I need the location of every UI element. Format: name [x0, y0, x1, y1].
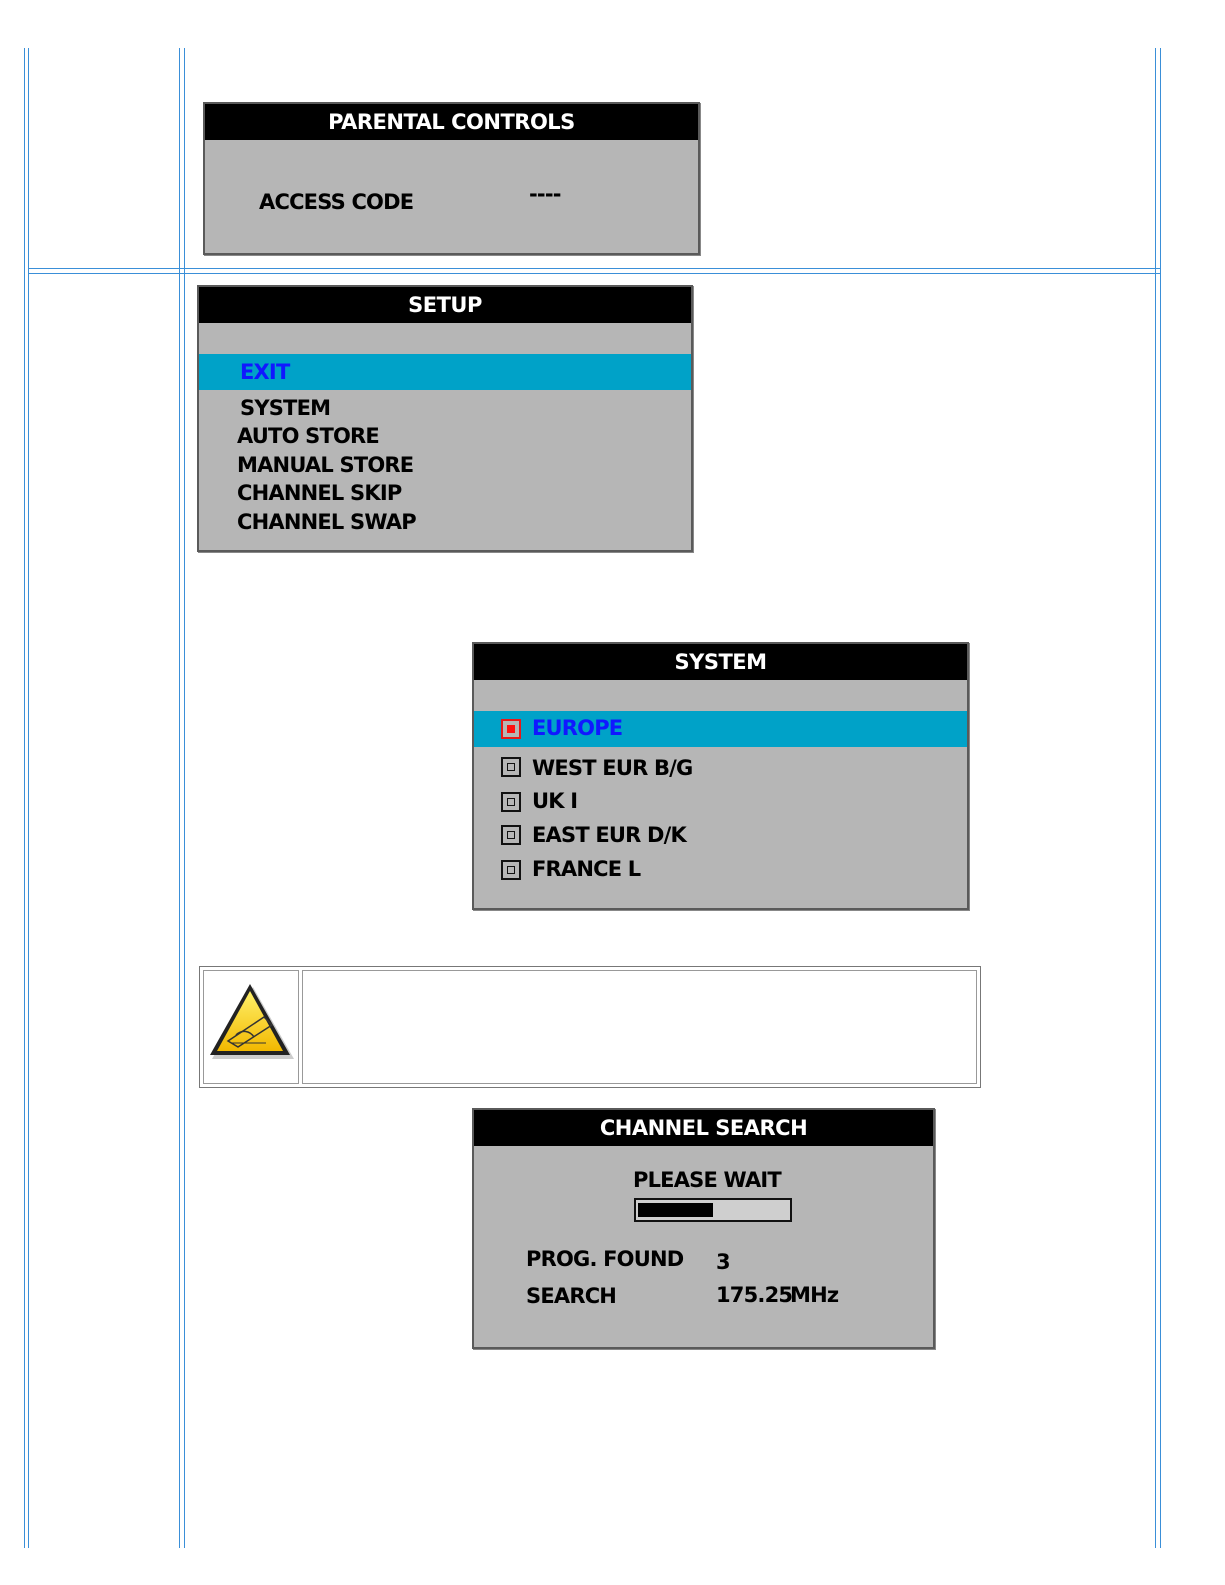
- system-option-west-eur-bg[interactable]: WEST EUR B/G: [532, 756, 693, 780]
- checkbox-france-l[interactable]: [501, 860, 521, 880]
- checkbox-east-eur-dk[interactable]: [501, 825, 521, 845]
- setup-item-channel-swap[interactable]: CHANNEL SWAP: [237, 510, 416, 534]
- setup-item-system[interactable]: SYSTEM: [240, 396, 331, 420]
- note-box: [199, 966, 981, 1088]
- note-icon-cell: [203, 970, 299, 1084]
- frame-line-right-outer: [1160, 48, 1161, 1548]
- channel-search-progress-bar: [634, 1198, 792, 1222]
- search-label: SEARCH: [526, 1284, 617, 1308]
- system-option-east-eur-dk[interactable]: EAST EUR D/K: [532, 823, 687, 847]
- parental-controls-panel: [203, 102, 700, 255]
- prog-found-label: PROG. FOUND: [526, 1247, 684, 1271]
- setup-item-channel-skip[interactable]: CHANNEL SKIP: [237, 481, 402, 505]
- setup-menu-title: SETUP: [199, 287, 691, 323]
- row-divider-top: [28, 268, 1160, 269]
- warning-note-icon: [206, 979, 296, 1069]
- checkbox-uk-i[interactable]: [501, 792, 521, 812]
- setup-menu-panel: [197, 285, 693, 552]
- channel-search-progress-fill: [638, 1203, 713, 1217]
- search-frequency: 175.25: [716, 1283, 793, 1307]
- checkbox-west-eur-bg[interactable]: [501, 757, 521, 777]
- frame-line-left-outer: [24, 48, 25, 1548]
- channel-search-status: PLEASE WAIT: [633, 1168, 781, 1192]
- system-menu-title: SYSTEM: [474, 644, 967, 680]
- note-text-cell: [302, 970, 977, 1084]
- checkbox-europe[interactable]: [501, 719, 521, 739]
- system-option-france-l[interactable]: FRANCE L: [532, 857, 641, 881]
- search-unit: MHz: [790, 1283, 839, 1307]
- row-divider-bottom: [28, 273, 1160, 274]
- setup-item-exit[interactable]: EXIT: [240, 360, 290, 384]
- setup-item-auto-store[interactable]: AUTO STORE: [237, 424, 379, 448]
- prog-found-value: 3: [716, 1250, 730, 1274]
- channel-search-panel: [472, 1108, 935, 1349]
- system-menu-panel: [472, 642, 969, 910]
- access-code-value[interactable]: ----: [529, 182, 561, 206]
- system-option-europe[interactable]: EUROPE: [532, 716, 623, 740]
- access-code-label: ACCESS CODE: [259, 190, 414, 214]
- system-option-uk-i[interactable]: UK I: [532, 789, 578, 813]
- channel-search-title: CHANNEL SEARCH: [474, 1110, 933, 1146]
- setup-item-manual-store[interactable]: MANUAL STORE: [237, 453, 414, 477]
- parental-controls-title: PARENTAL CONTROLS: [205, 104, 698, 140]
